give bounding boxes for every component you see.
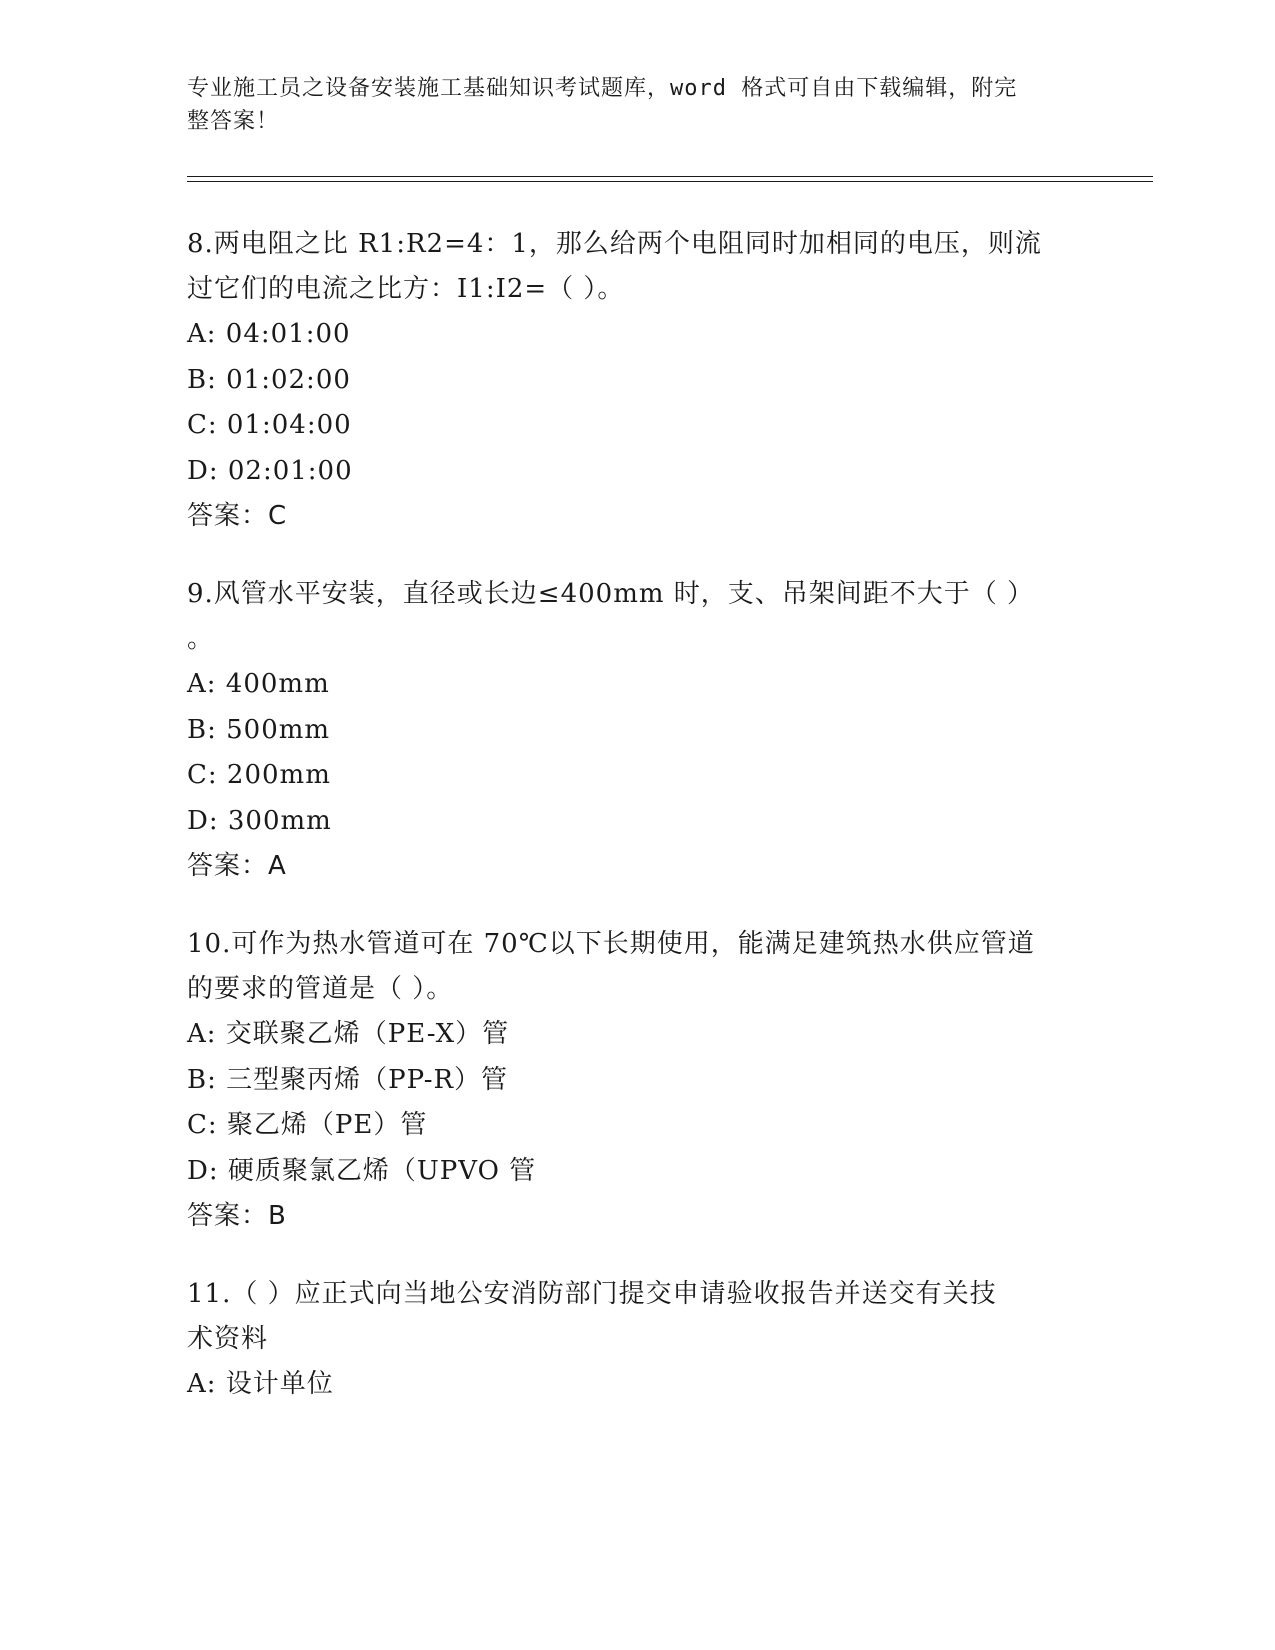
document-header	[187, 72, 1067, 138]
option-a: A: 设计单位	[187, 1369, 334, 1399]
answer: 答案：B	[187, 1201, 287, 1231]
option-c: C: 聚乙烯（PE）管	[187, 1110, 428, 1140]
question-8	[187, 222, 1087, 539]
question-text-line: 。	[187, 624, 215, 654]
question-11	[187, 1272, 1087, 1408]
question-text-line: 过它们的电流之比方：I1:I2=（ ）。	[187, 274, 625, 304]
option-a: A: 04:01:00	[187, 319, 351, 349]
option-d: D: 300mm	[187, 805, 332, 836]
question-text-line: 术资料	[187, 1324, 269, 1354]
option-b: B: 三型聚丙烯（PP-R）管	[187, 1064, 509, 1095]
question-text-line: 10.可作为热水管道可在 70℃以下长期使用，能满足建筑热水供应管道	[187, 929, 1035, 959]
answer: 答案：C	[187, 501, 288, 531]
question-text-line: 的要求的管道是（ ）。	[187, 974, 454, 1004]
question-9	[187, 572, 1087, 889]
question-text-line: 8.两电阻之比 R1:R2=4：1，那么给两个电阻同时加相同的电压，则流	[187, 229, 1042, 259]
answer: 答案：A	[187, 851, 287, 881]
header-line-1: 专业施工员之设备安装施工基础知识考试题库，word 格式可自由下载编辑，附完	[187, 76, 1018, 101]
header-line-2: 整答案！	[187, 109, 280, 134]
question-text-line: 11.（ ）应正式向当地公安消防部门提交申请验收报告并送交有关技	[187, 1279, 997, 1309]
header-divider-bottom	[187, 181, 1153, 182]
header-divider-top	[187, 176, 1153, 177]
option-d: D: 02:01:00	[187, 455, 353, 486]
option-b: B: 500mm	[187, 714, 331, 745]
option-a: A: 400mm	[187, 669, 330, 699]
option-c: C: 200mm	[187, 760, 331, 790]
option-a: A: 交联聚乙烯（PE-X）管	[187, 1019, 510, 1049]
option-b: B: 01:02:00	[187, 364, 351, 395]
option-c: C: 01:04:00	[187, 410, 352, 440]
question-10	[187, 922, 1087, 1239]
option-d: D: 硬质聚氯乙烯（UPVO 管	[187, 1155, 537, 1186]
question-text-line: 9.风管水平安装，直径或长边≤400mm 时，支、吊架间距不大于（ ）	[187, 579, 1035, 609]
